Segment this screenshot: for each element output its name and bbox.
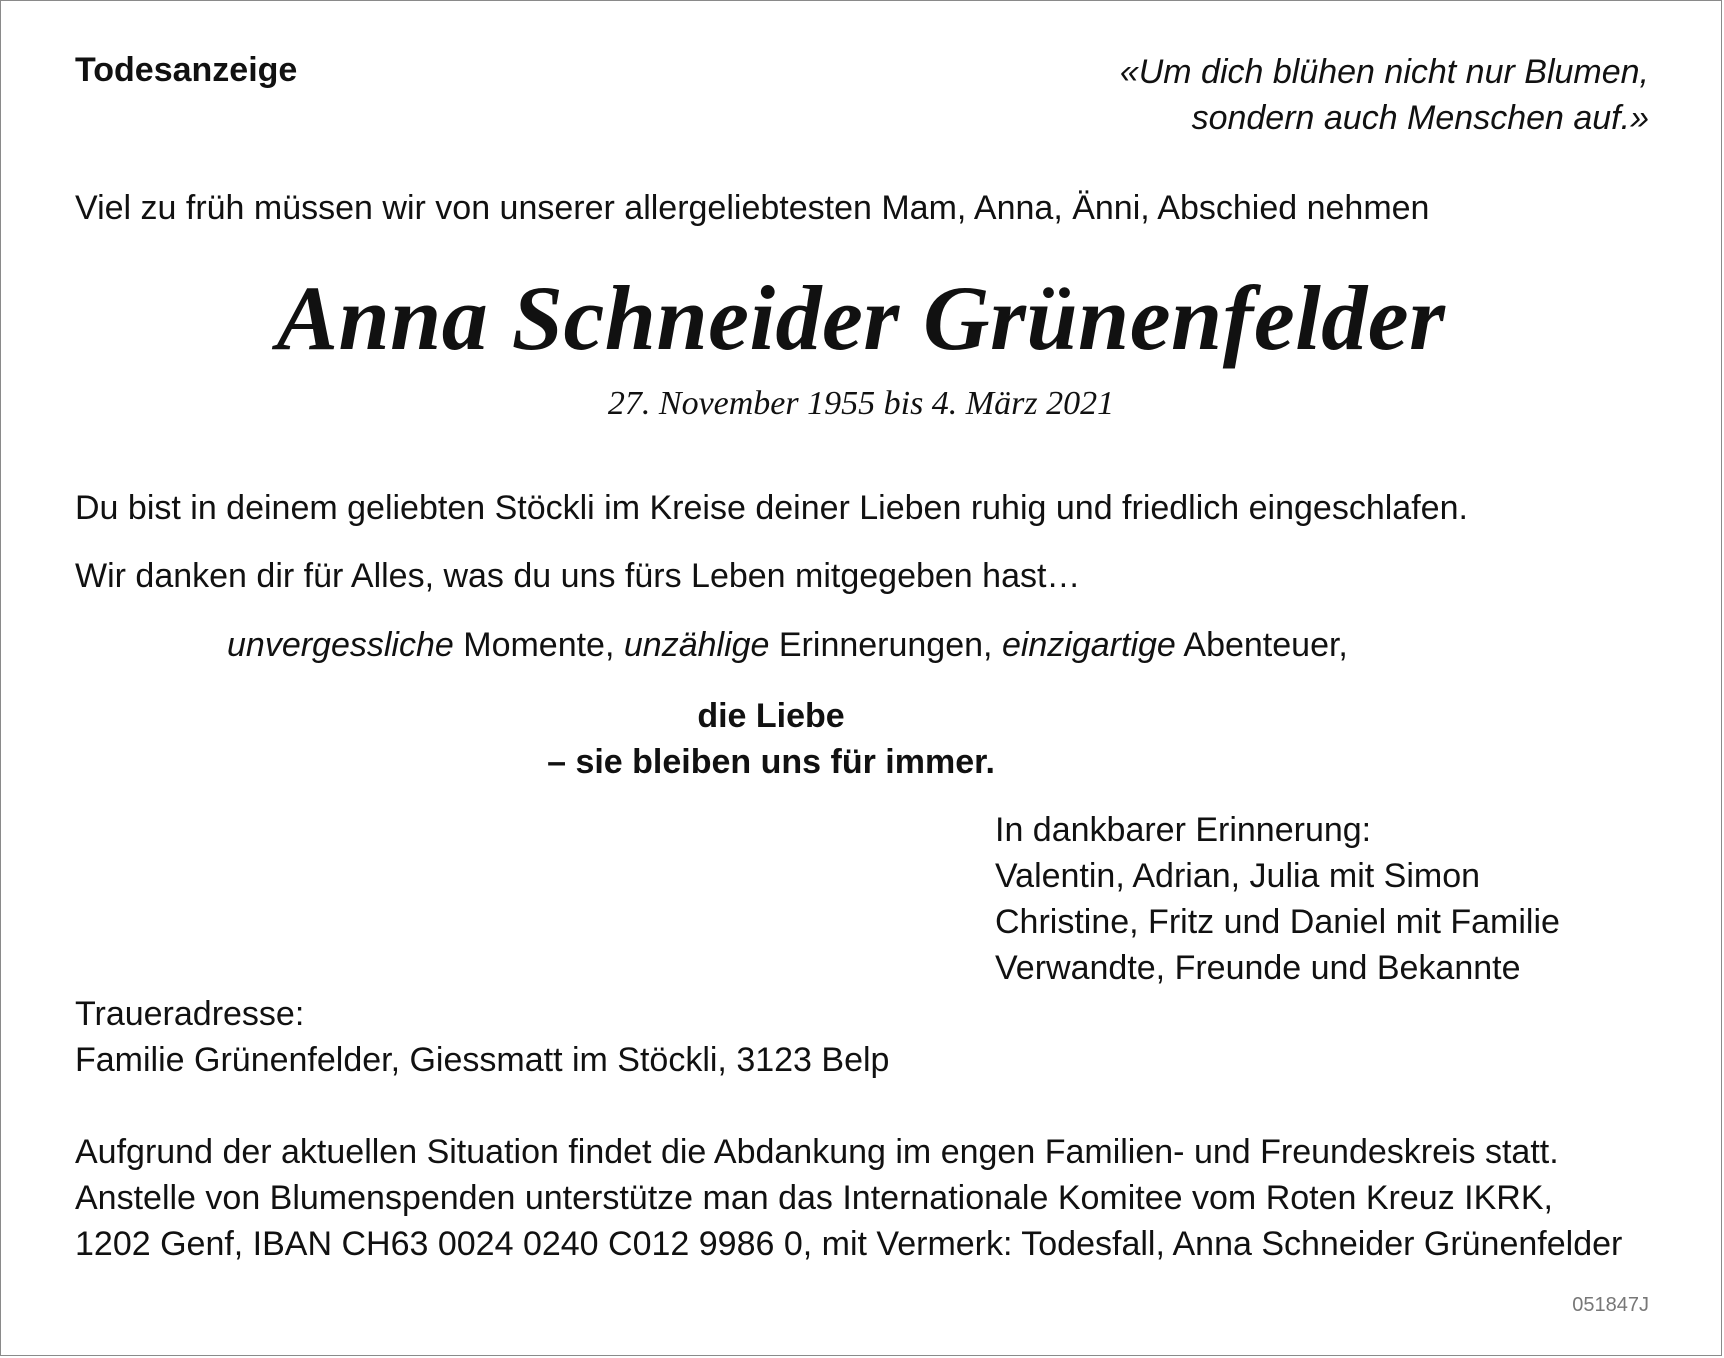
love-statement <box>531 693 1011 785</box>
mourners-title: In dankbarer Erinnerung: <box>995 811 1372 849</box>
moments-word-3: einzigartige <box>1001 626 1176 664</box>
ad-code: 051847J <box>1572 1294 1649 1316</box>
deceased-name: Anna Schneider Grünenfelder <box>276 267 1446 369</box>
address-label: Traueradresse: <box>75 995 305 1033</box>
love-line-2: – sie bleiben uns für immer. <box>547 743 995 781</box>
moments-word-1: unvergessliche <box>227 626 454 664</box>
body-line-2: Wir danken dir für Alles, was du uns fürs Leben mitgegeben hast… <box>75 557 1081 595</box>
quote-line-1: «Um dich blühen nicht nur Blumen, <box>1119 53 1649 91</box>
body-line-1: Du bist in deinem geliebten Stöckli im Kreise deiner Lieben ruhig und friedlich eingeschlafen. <box>75 489 1468 527</box>
mourners-block <box>995 807 1560 991</box>
notice-line-1: Aufgrund der aktuellen Situation findet die Abdankung im engen Familien- und Freundeskreis statt. <box>75 1133 1559 1171</box>
notice-line-2: Anstelle von Blumenspenden unterstütze man das Internationale Komitee vom Roten Kreuz IKRK, <box>75 1179 1553 1217</box>
moments-line <box>227 624 1348 666</box>
quote-line-2: sondern auch Menschen auf.» <box>1191 99 1649 137</box>
funeral-notice <box>75 1129 1622 1267</box>
intro-text: Viel zu früh müssen wir von unserer allergeliebtesten Mam, Anna, Änni, Abschied nehmen <box>75 189 1430 227</box>
ad-type-heading: Todesanzeige <box>75 51 298 89</box>
mourning-address <box>75 991 889 1083</box>
love-line-1: die Liebe <box>697 697 845 735</box>
mourners-line-2: Christine, Fritz und Daniel mit Familie <box>995 903 1560 941</box>
notice-line-3: 1202 Genf, IBAN CH63 0024 0240 C012 9986 0, mit Vermerk: Todesfall, Anna Schneider Grünenfelder <box>75 1225 1623 1263</box>
moments-text-3: Abenteuer, <box>1175 626 1348 664</box>
epigraph-quote <box>1120 49 1649 141</box>
mourners-line-3: Verwandte, Freunde und Bekannte <box>995 949 1521 987</box>
life-dates: 27. November 1955 bis 4. März 2021 <box>607 385 1115 422</box>
address-value: Familie Grünenfelder, Giessmatt im Stöckli, 3123 Belp <box>75 1041 890 1079</box>
moments-text-1: Momente, <box>453 626 624 664</box>
moments-text-2: Erinnerungen, <box>769 626 1002 664</box>
moments-word-2: unzählige <box>623 626 770 664</box>
mourners-line-1: Valentin, Adrian, Julia mit Simon <box>995 857 1481 895</box>
